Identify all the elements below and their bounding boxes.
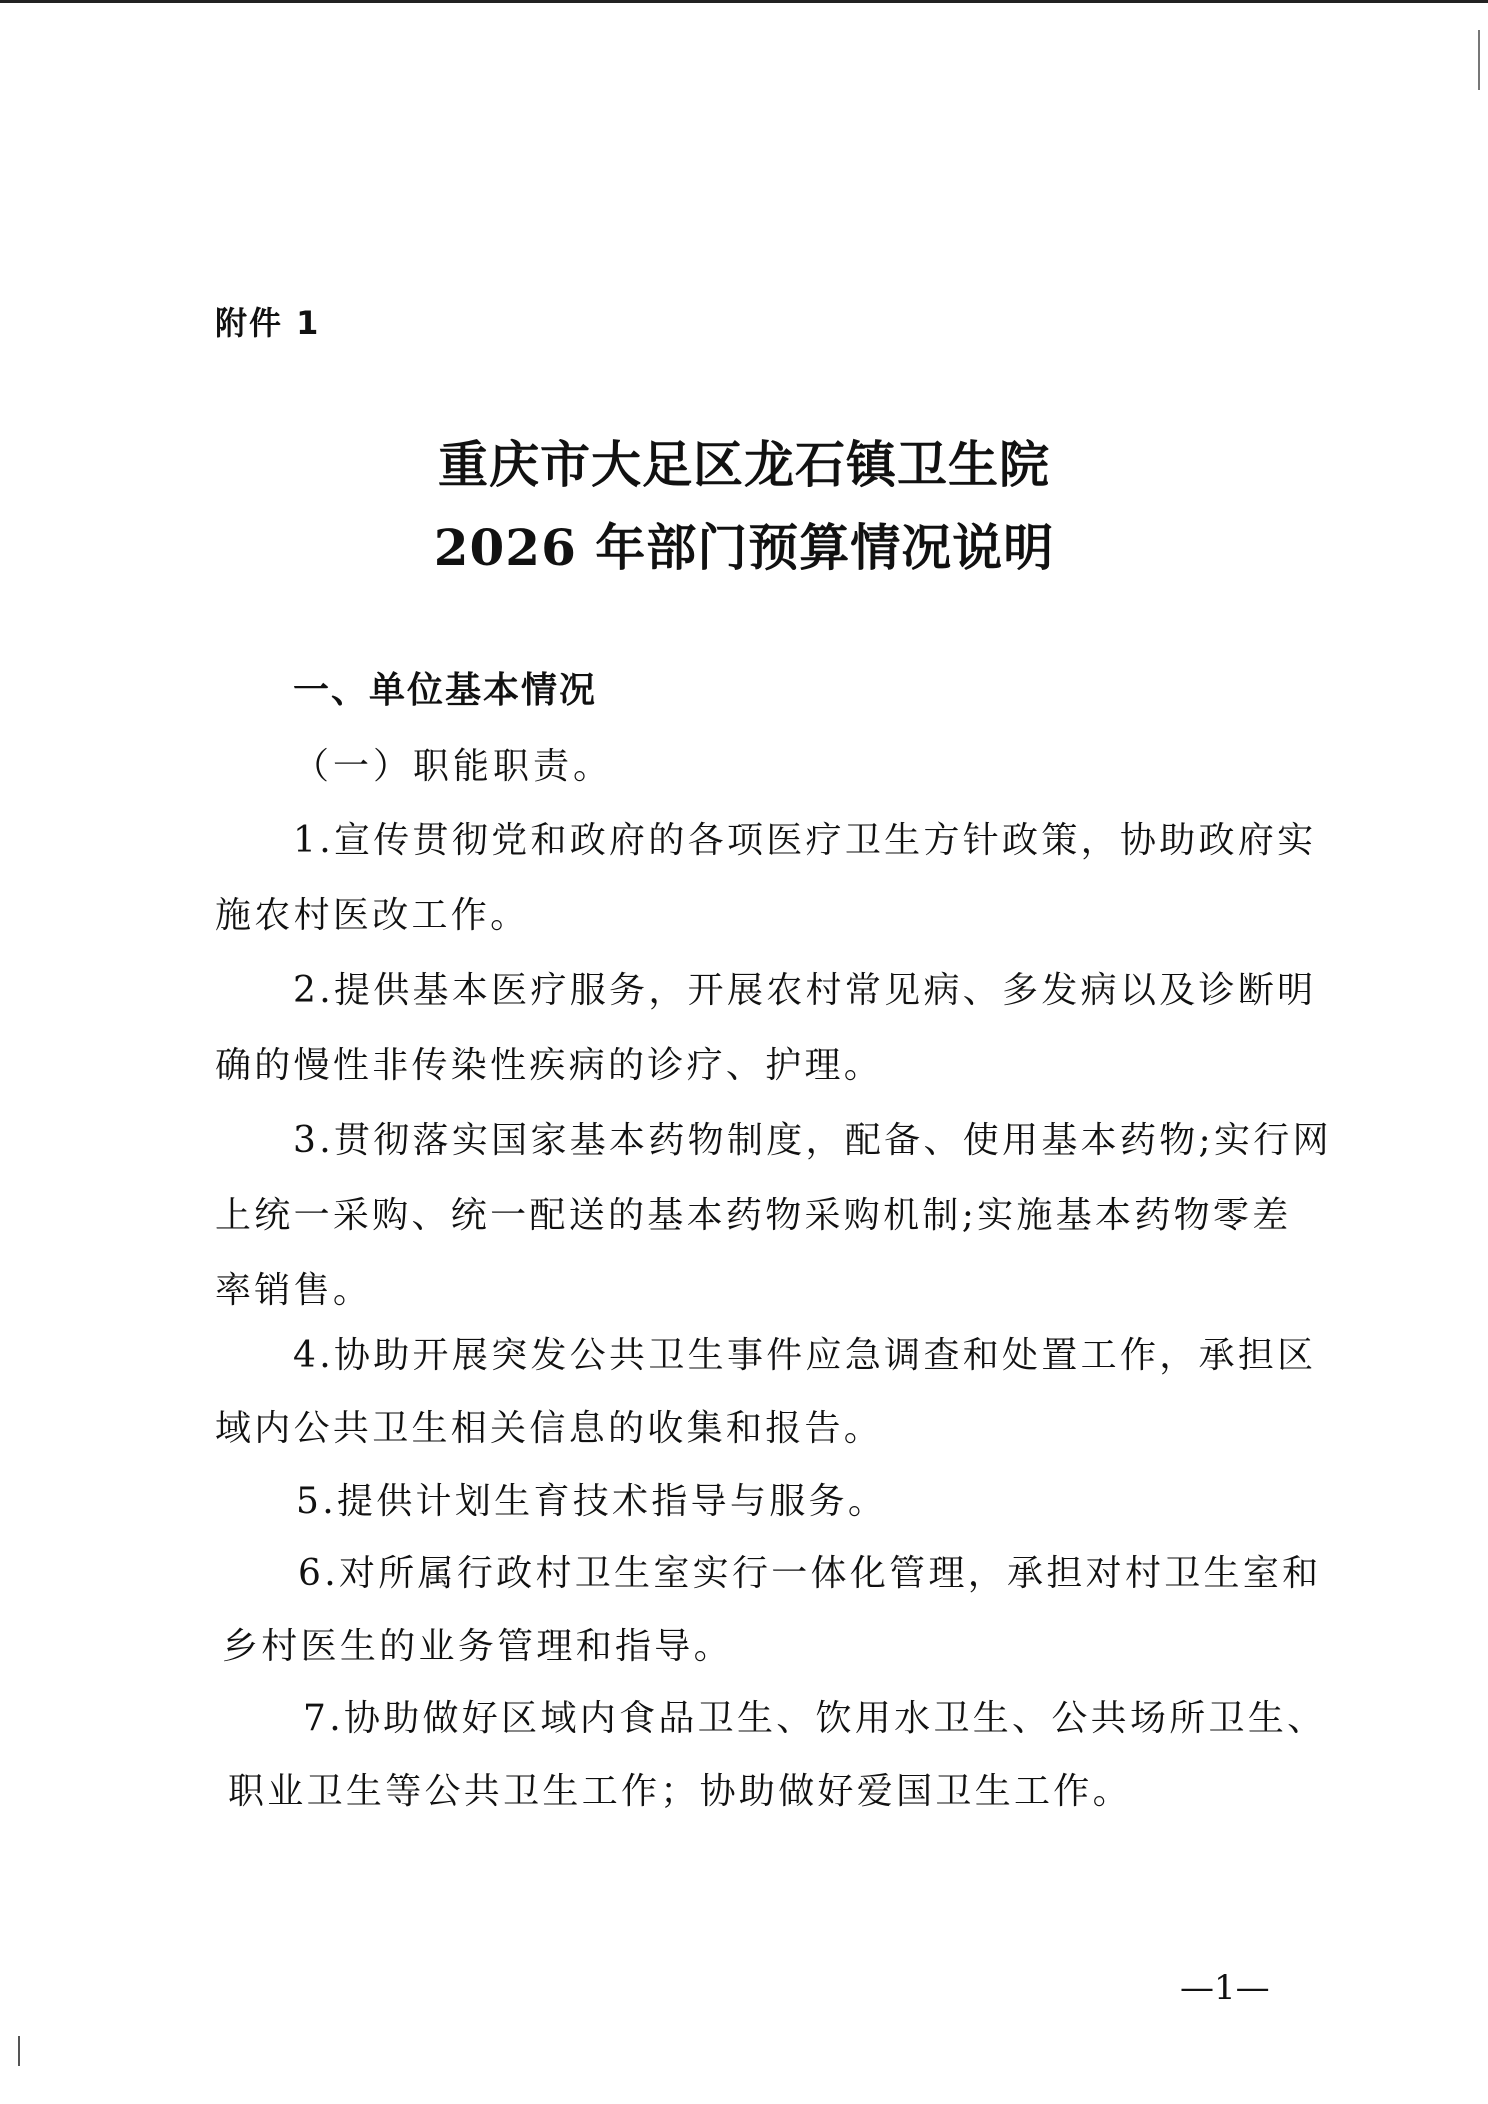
item-4-line-1: 4.协助开展突发公共卫生事件应急调查和处置工作，承担区 xyxy=(293,1335,1317,1376)
item-3-line-2: 上统一采购、统一配送的基本药物采购机制;实施基本药物零差 xyxy=(215,1195,1292,1236)
item-1-line-2: 施农村医改工作。 xyxy=(215,895,530,936)
item-3-line-1: 3.贯彻落实国家基本药物制度，配备、使用基本药物;实行网 xyxy=(293,1120,1332,1161)
item-2-line-1: 2.提供基本医疗服务，开展农村常见病、多发病以及诊断明 xyxy=(293,970,1317,1011)
scan-artifact-left xyxy=(18,2036,20,2066)
scan-top-edge xyxy=(0,0,1488,3)
sub-heading: （一）职能职责。 xyxy=(293,746,614,787)
item-7-line-1: 7.协助做好区域内食品卫生、饮用水卫生、公共场所卫生、 xyxy=(303,1698,1327,1739)
item-3-line-3: 率销售。 xyxy=(215,1270,373,1311)
item-7-line-2: 职业卫生等公共卫生工作；协助做好爱国卫生工作。 xyxy=(228,1771,1132,1812)
document-title-line-2: 2026 年部门预算情况说明 xyxy=(433,518,1055,577)
item-1-line-1: 1.宣传贯彻党和政府的各项医疗卫生方针政策，协助政府实 xyxy=(293,820,1317,861)
item-5-line-1: 5.提供计划生育技术指导与服务。 xyxy=(296,1481,888,1522)
item-4-line-2: 域内公共卫生相关信息的收集和报告。 xyxy=(215,1408,884,1449)
document-title-line-1: 重庆市大足区龙石镇卫生院 xyxy=(438,435,1050,494)
scan-artifact-right xyxy=(1478,30,1480,90)
item-2-line-2: 确的慢性非传染性疾病的诊疗、护理。 xyxy=(215,1045,884,1086)
item-6-line-2: 乡村医生的业务管理和指导。 xyxy=(222,1626,733,1667)
section-heading: 一、单位基本情况 xyxy=(293,670,598,711)
item-6-line-1: 6.对所属行政村卫生室实行一体化管理，承担对村卫生室和 xyxy=(298,1553,1322,1594)
attachment-label: 附件 1 xyxy=(215,304,321,342)
page-number: —1— xyxy=(1180,1968,1270,2008)
